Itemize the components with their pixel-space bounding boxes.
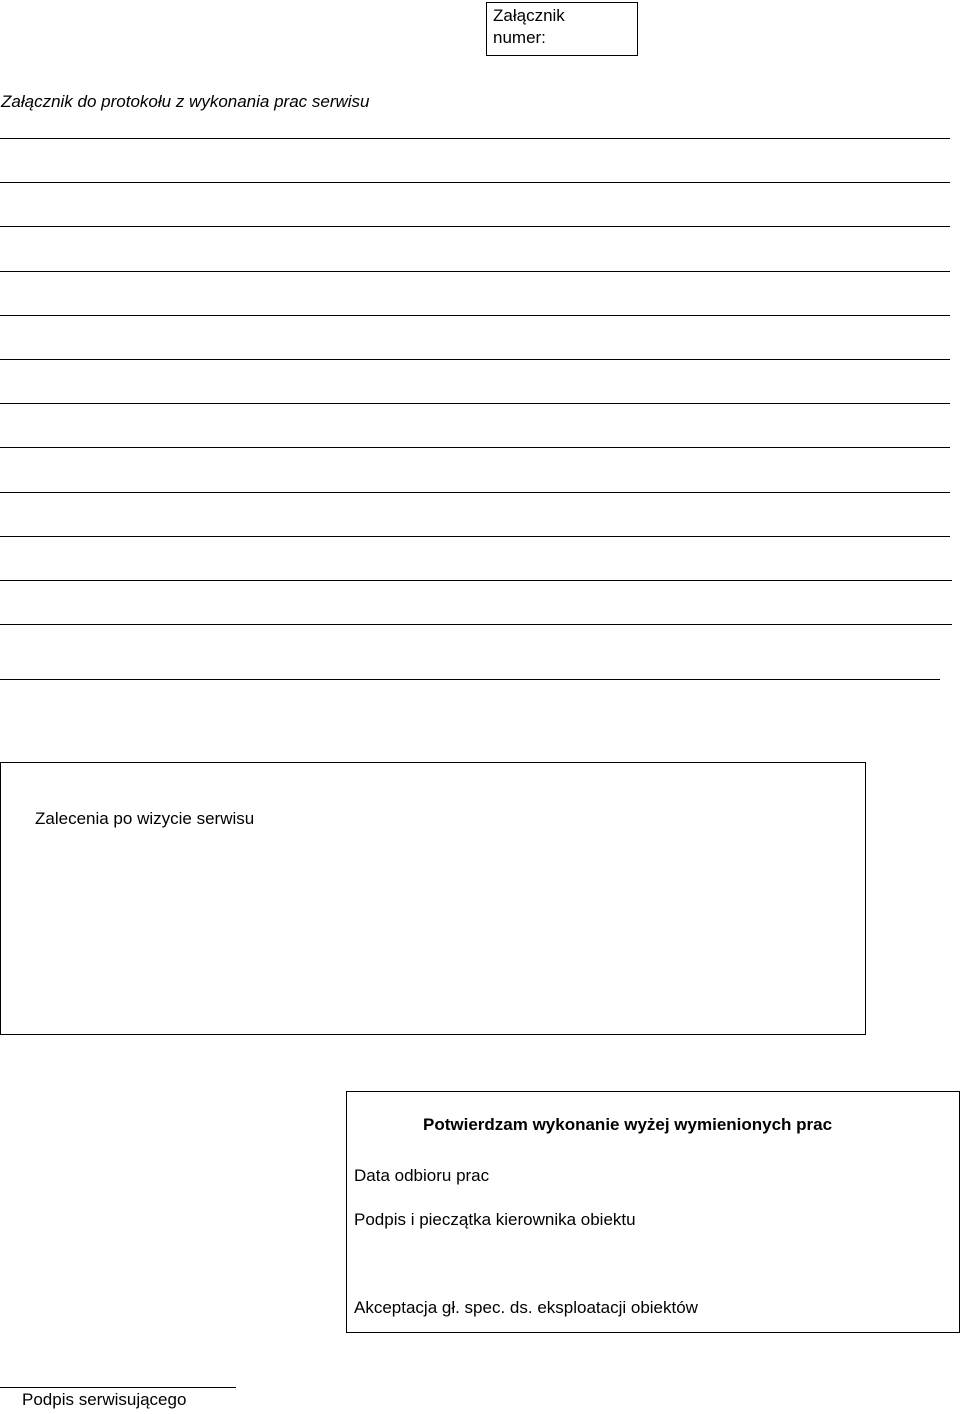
technician-signature-label: Podpis serwisującego — [22, 1390, 187, 1409]
writing-line[interactable] — [0, 138, 950, 139]
recommendations-label: Zalecenia po wizycie serwisu — [35, 809, 255, 828]
acceptance-label: Akceptacja gł. spec. ds. eksploatacji obiektów — [354, 1298, 698, 1317]
writing-line[interactable] — [0, 447, 950, 448]
writing-line[interactable] — [0, 315, 950, 316]
technician-signature-line[interactable] — [0, 1387, 236, 1388]
writing-line[interactable] — [0, 359, 950, 360]
document-title: Załącznik do protokołu z wykonania prac serwisu — [1, 92, 370, 111]
writing-line[interactable] — [0, 182, 950, 183]
writing-line[interactable] — [0, 536, 950, 537]
writing-line[interactable] — [0, 226, 950, 227]
attachment-label-line2: numer: — [493, 28, 546, 47]
attachment-label-line1: Załącznik — [493, 6, 565, 25]
pickup-date-label: Data odbioru prac — [354, 1166, 490, 1185]
writing-line[interactable] — [0, 492, 950, 493]
writing-line[interactable] — [0, 624, 952, 625]
manager-signature-label: Podpis i pieczątka kierownika obiektu — [354, 1210, 636, 1229]
recommendations-box[interactable] — [0, 762, 866, 1035]
writing-line[interactable] — [0, 403, 950, 404]
confirmation-box — [346, 1091, 960, 1333]
writing-line[interactable] — [0, 580, 952, 581]
attachment-number-box — [486, 2, 638, 56]
confirmation-heading: Potwierdzam wykonanie wyżej wymienionych prac — [423, 1115, 833, 1134]
writing-line[interactable] — [0, 679, 940, 680]
writing-line[interactable] — [0, 271, 950, 272]
